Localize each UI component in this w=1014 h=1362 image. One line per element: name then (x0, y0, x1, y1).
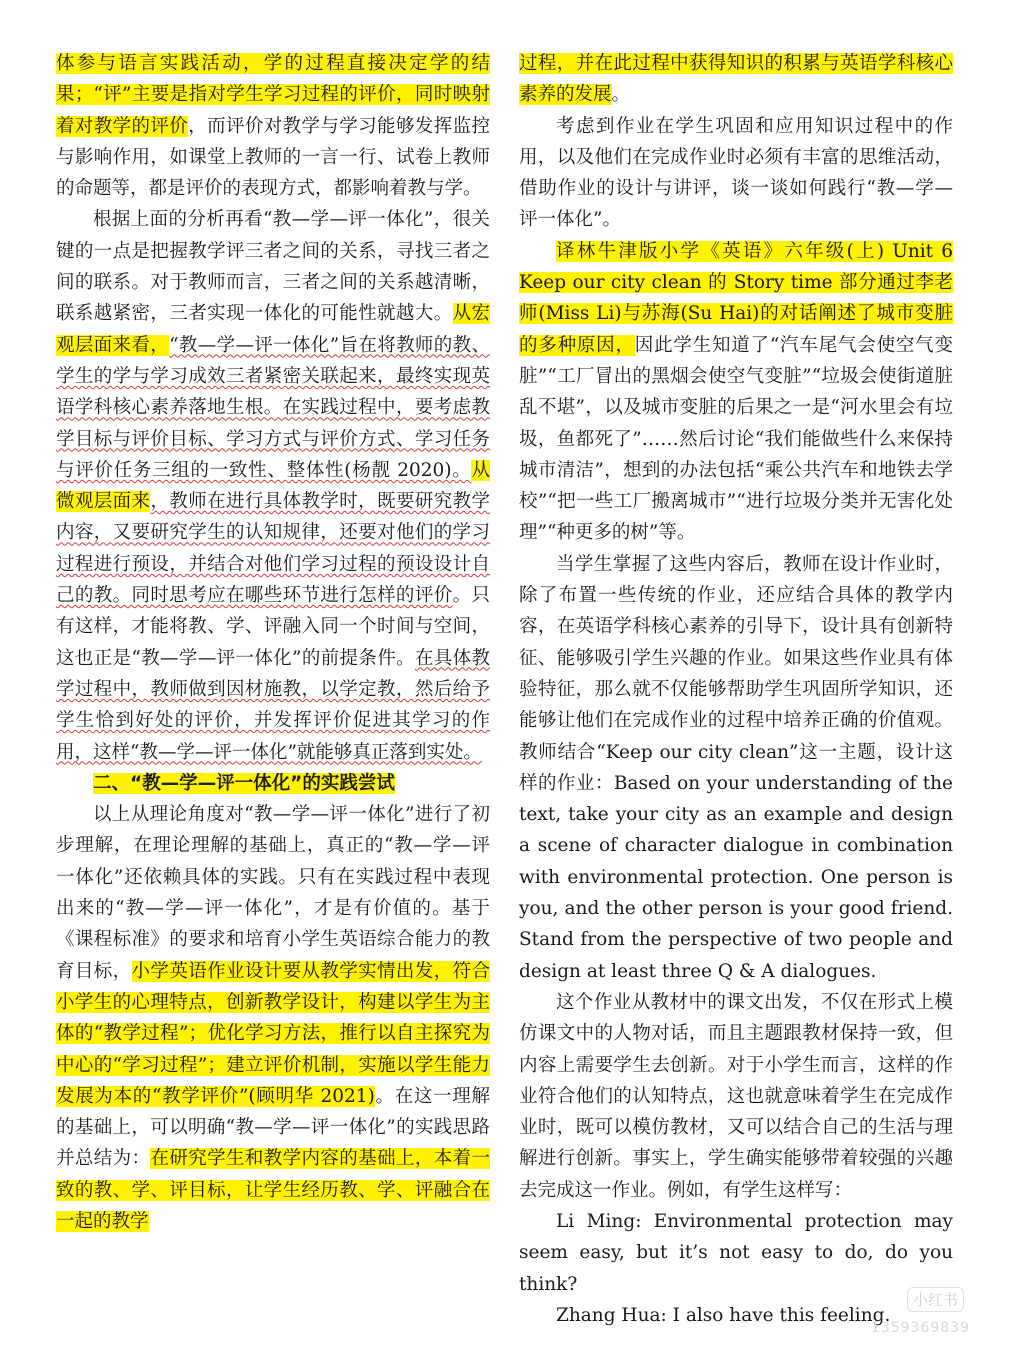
wavy-underlined-text: 在具体教学过程中，教师做到因材施教，以学定教，然后给予学生恰到好处的评价，并发挥评价促进其学习的作用，这样“教—学—评一体化”就能够真正落到实处。 (56, 647, 490, 763)
body-text: 。 (611, 84, 631, 106)
highlighted-text: 从宏观层面来看， (56, 303, 490, 356)
body-text: 根据上面的分析再看“教—学—评一体化”，很关键的一点是把握教学评三者之间的关系，寻找三者之间的联系。对于教师而言，三者之间的关系越清晰，联系越紧密，三者实现一体化的可能性就越大。 (56, 209, 490, 325)
highlighted-text: 在研究学生和教学内容的基础上，本着一致的教、学、评目标，让学生经历教、学、评融合在一起的教学 (56, 1148, 490, 1232)
paragraph (56, 48, 490, 204)
body-text: 。在这一理解的基础上，可以明确“教—学—评一体化”的实践思路并总结为： (56, 1085, 490, 1170)
wavy-underlined-text: “教—学—评一体化”旨在将教师的教、学生的学与学习成效三者紧密关联起来，最终实现英语学科核心素养落地生根。在实践过程中，要考虑教学目标与评价目标、学习方式与评价方式、学习任务与评价任务三组的一致性、整体性(杨靓 2020)。 (56, 334, 490, 481)
highlighted-text: 从微观层面来 (56, 459, 490, 513)
paragraph (56, 799, 490, 1237)
body-text: 以上从理论角度对“教—学—评一体化”进行了初步理解，在理论理解的基础上，真正的“教—学—评一体化”还依赖具体的实践。只有在实践过程中表现出来的“教—学—评一体化”，才是有价值的。基于《课程标准》的要求和培育小学生英语综合能力的教育目标， (56, 804, 490, 982)
paragraph (519, 236, 953, 549)
paragraph (56, 204, 490, 767)
watermark-id: 1359369839 (870, 1320, 970, 1336)
dialogue-line: Li Ming: Environmental protection may seem easy, but it’s not easy to do, do you think? (519, 1210, 953, 1295)
right-column (519, 48, 953, 1331)
dialogue-line: Zhang Hua: I also have this feeling. (556, 1304, 891, 1326)
highlighted-text: 体参与语言实践活动，学的过程直接决定学的结果；“评”主要是指对学生学习过程的评价，同时映射着对教学的评价 (56, 53, 490, 137)
watermark (870, 1291, 970, 1336)
body-text: 因此学生知道了“汽车尾气会使空气变脏”“工厂冒出的黑烟会使空气变脏”“垃圾会使街道脏乱不堪”，以及城市变脏的后果之一是“河水里会有垃圾，鱼都死了”……然后讨论“我们能做些什么来保持城市清洁”，想到的办法包括“乘公共汽车和地铁去学校”“把一些工厂搬离城市”“进行垃圾分类并无害化处理”“种更多的树”等。 (519, 334, 953, 544)
paragraph: 当学生掌握了这些内容后，教师在设计作业时，除了布置一些传统的作业，还应结合具体的教学内容，在英语学科核心素养的引导下，设计具有创新特征、能够吸引学生兴趣的作业。如果这些作业具有体验特征，那么就不仅能够帮助学生巩固所学知识，还能够让他们在完成作业的过程中培养正确的价值观。教师结合“Keep our city clean”这一主题，设计这样的作业：Based on your understanding of the text, take your city as an example and design a scene of character dialogue in combination with environmental protection. One person is you, and the other person is your good friend. Stand from the perspective of two people and design at least three Q & A dialogues. (519, 553, 953, 982)
left-column (56, 48, 490, 1237)
heading-text: 二、“教—学—评一体化”的实践尝试 (93, 772, 395, 794)
highlighted-text: 小学英语作业设计要从教学实情出发，符合小学生的心理特点，创新教学设计，构建以学生为主体的“教学过程”；优化学习方法，推行以自主探究为中心的“学习过程”；建立评价机制，实施以学生能力发展为本的“教学评价”(顾明华 2021) (56, 960, 490, 1107)
paragraph (519, 48, 953, 111)
wavy-underlined-text: ，教师在进行具体教学时，既要研究教学内容，又要研究学生的认知规律，还要对他们的学习过程进行预设，并结合对他们学习过程的预设设计自己的教。同时思考应在哪些环节进行怎样的评价 (56, 491, 490, 607)
body-text: 。只有这样，才能将教、学、评融入同一个时间与空间，这也正是“教—学—评一体化”的前提条件。 (56, 585, 490, 669)
highlighted-text: 过程，并在此过程中获得知识的积累与英语学科核心素养的发展 (519, 53, 953, 106)
body-text: ，而评价对教学与学习能够发挥监控与影响作用，如课堂上教师的一言一行、试卷上教师的命题等，都是评价的表现方式，都影响着教与学。 (56, 115, 490, 200)
highlighted-text: 译林牛津版小学《英语》六年级(上) Unit 6 Keep our city clean 的 Story time 部分通过李老师(Miss Li)与苏海(Su Hai)的对话阐述了城市变脏的多种原因， (519, 240, 953, 356)
paragraph: 这个作业从教材中的课文出发，不仅在形式上模仿课文中的人物对话，而且主题跟教材保持一致，但内容上需要学生去创新。对于小学生而言，这样的作业符合他们的认知特点，这也就意味着学生在完成作业时，既可以模仿教材，又可以结合自己的生活与理解进行创新。事实上，学生确实能够带着较强的兴趣去完成这一作业。例如，有学生这样写： (519, 991, 953, 1201)
watermark-logo: 小红书 (907, 1287, 964, 1312)
paragraph: 考虑到作业在学生巩固和应用知识过程中的作用，以及他们在完成作业时必须有丰富的思维活动，借助作业的设计与讲评，谈一谈如何践行“教—学—评一体化”。 (519, 115, 953, 231)
section-heading (56, 768, 490, 799)
